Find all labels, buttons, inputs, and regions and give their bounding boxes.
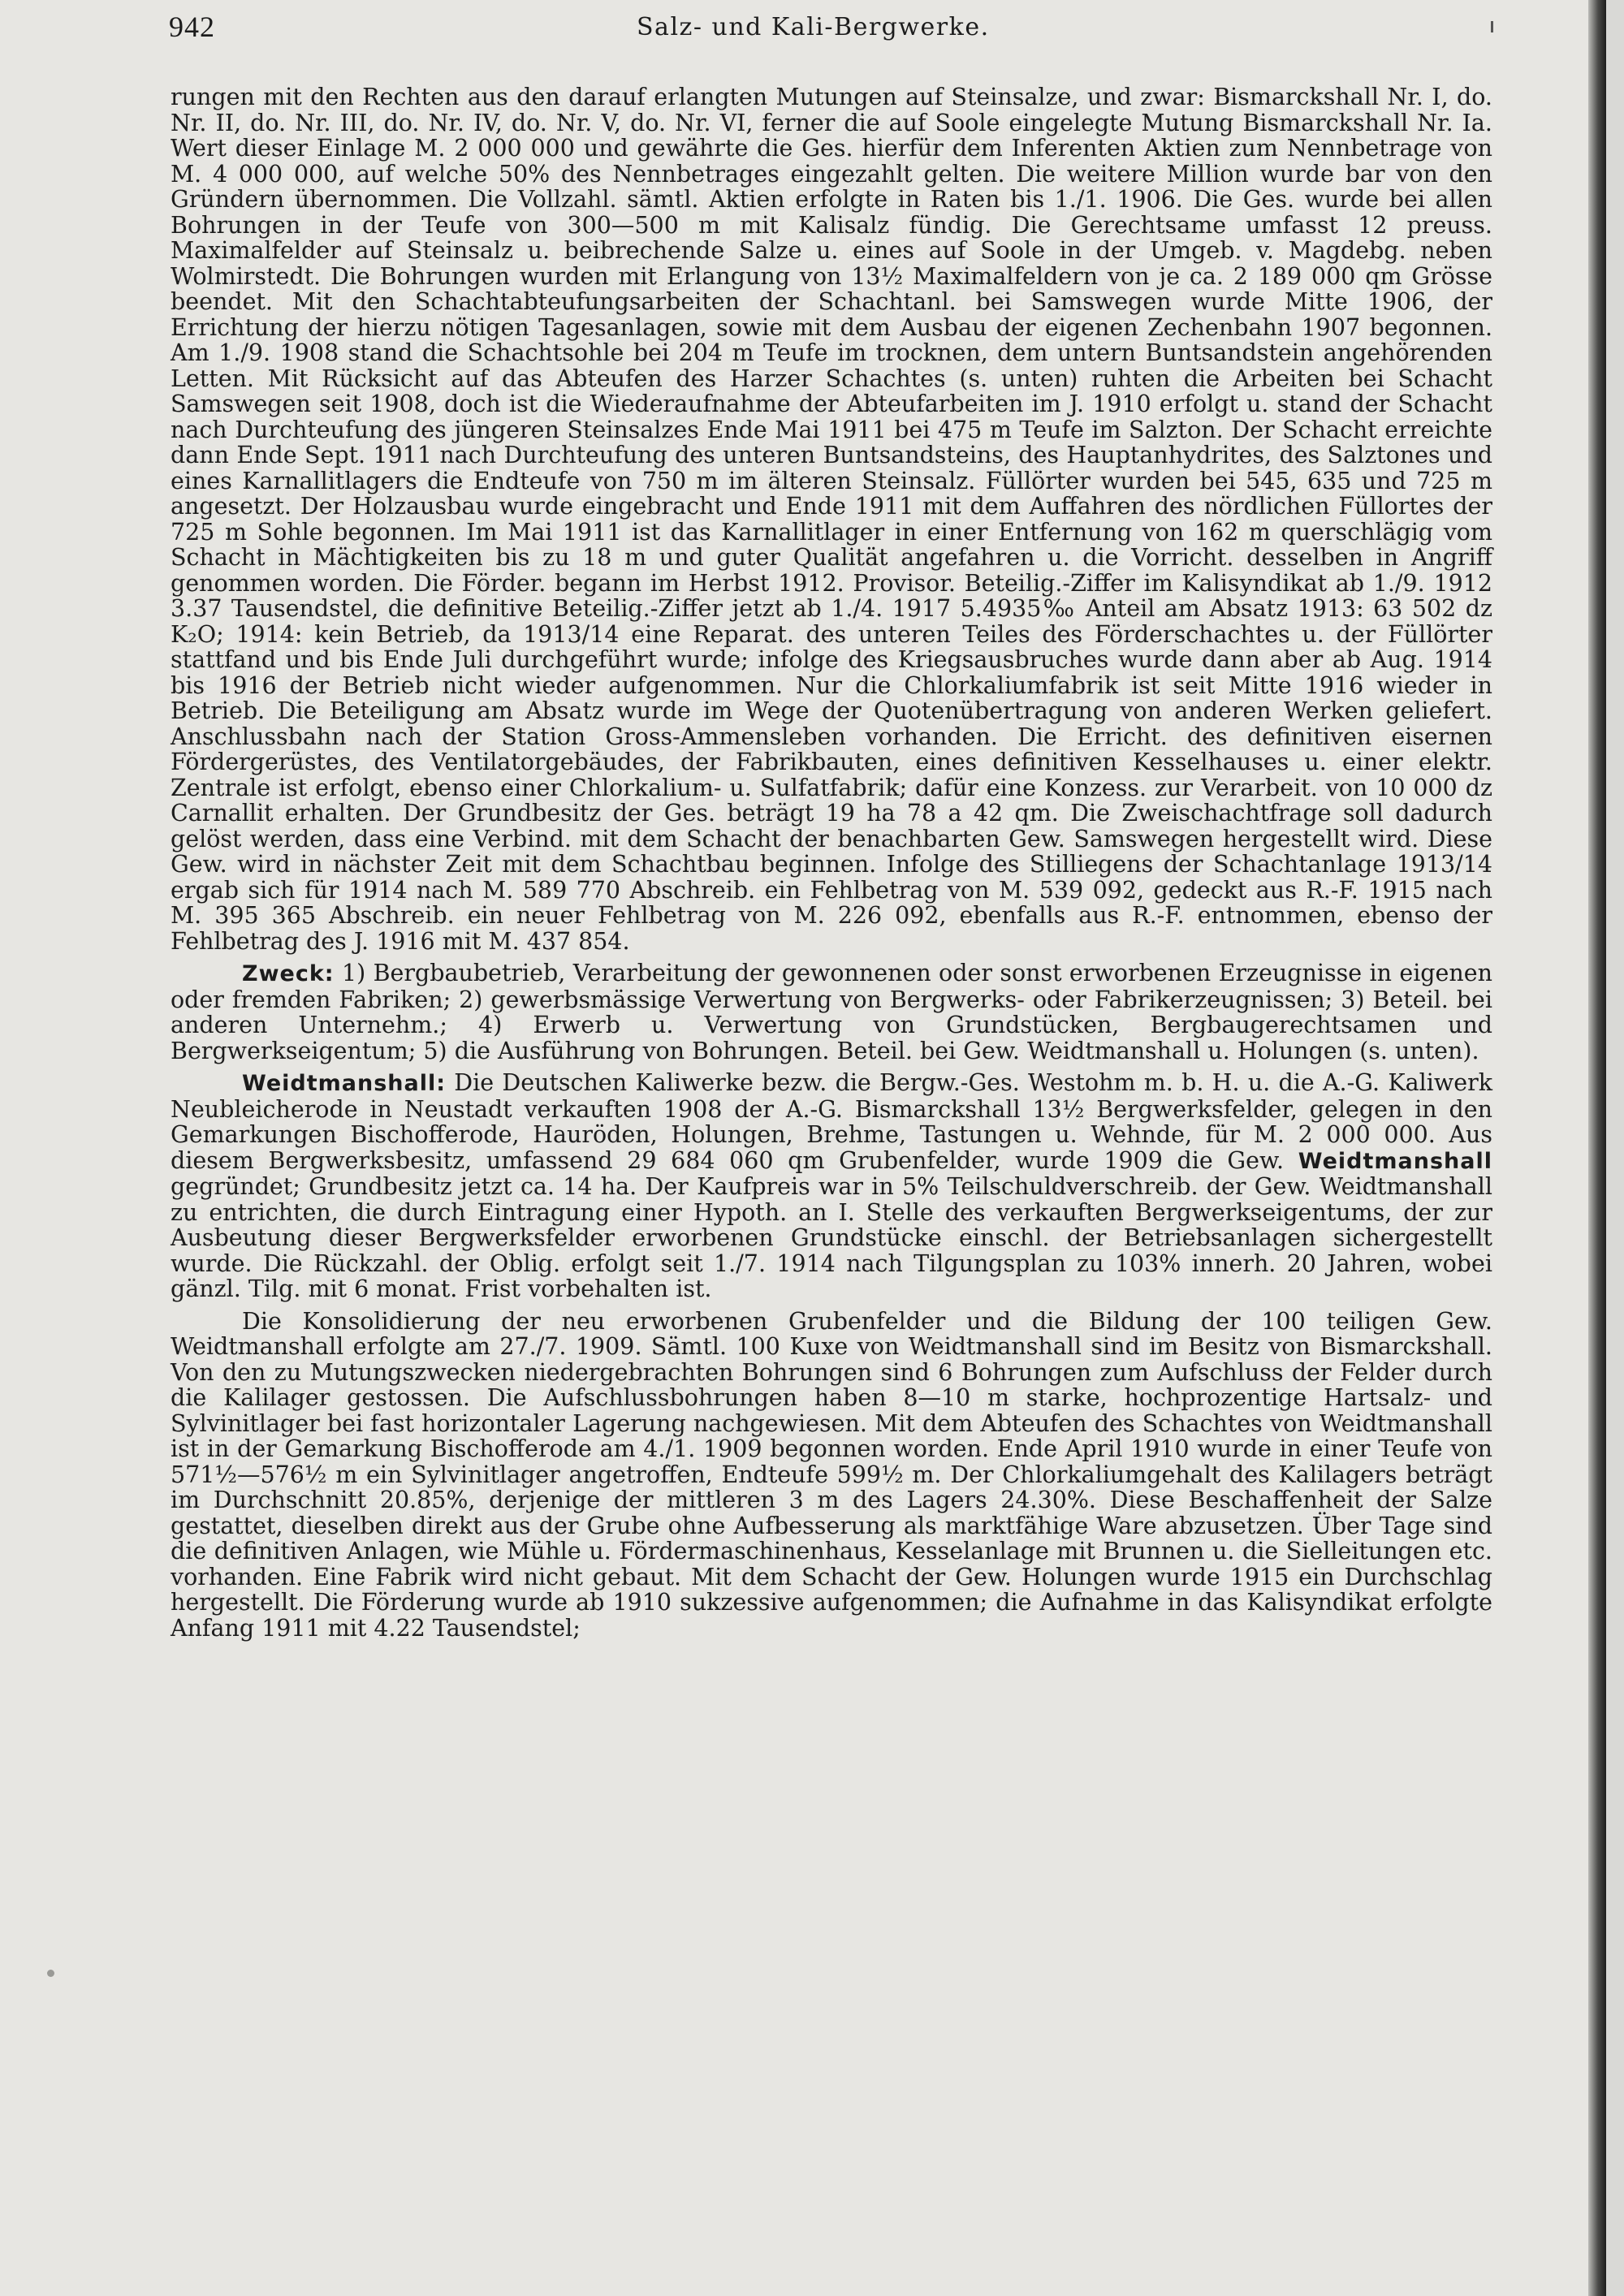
margin-speck bbox=[47, 1970, 54, 1977]
running-head: Salz- und Kali-Bergwerke. bbox=[637, 13, 990, 41]
page-number: 942 bbox=[169, 11, 215, 43]
weidtmanshall-heading: Weidtmanshall: bbox=[242, 1071, 447, 1096]
paragraph-weidtmanshall bbox=[171, 1070, 1492, 1302]
paragraph-konsolidierung: Die Konsolidierung der neu erworbenen Grubenfelder und die Bildung der 100 teiligen Gew. Weidtmanshall erfolgte am 27./7. 1909. Sämtl. 100 Kuxe von Weidtmanshall sind im Besitz von Bismarckshall. Von den zu Mutungszwecken niedergebrachten Bohrungen sind 6 Bohrungen zum Aufschluss der Felder durch die Kalilager gestossen. Die Aufschlussbohrungen haben 8—10 m starke, hochprozentige Hartsalz- und Sylvinitlager bei fast horizontaler Lagerung nachgewiesen. Mit dem Abteufen des Schachtes von Weidtmanshall ist in der Gemarkung Bischofferode am 4./1. 1909 begonnen worden. Ende April 1910 wurde in einer Teufe von 571½—576½ m ein Sylvinitlager angetroffen, Endteufe 599½ m. Der Chlorkaliumgehalt des Kalilagers beträgt im Durchschnitt 20.85%, derjenige der mittleren 3 m des Lagers 24.30%. Diese Beschaffenheit der Salze gestattet, dieselben direkt aus der Grube ohne Aufbesserung als marktfähige Ware abzusetzen. Über Tage sind die definitiven Anlagen, wie Mühle u. Fördermaschinenhaus, Kesselanlage mit Brunnen u. die Sielleitungen etc. vorhanden. Eine Fabrik wird nicht gebaut. Mit dem Schacht der Gew. Holungen wurde 1915 ein Durchschlag hergestellt. Die Förderung wurde ab 1910 sukzessive aufgenommen; die Aufnahme in das Kalisyndikat erfolgte Anfang 1911 mit 4.22 Tausendstel; bbox=[171, 1307, 1492, 1642]
weidtmanshall-text-part2: gegründet; Grundbesitz jetzt ca. 14 ha. Der Kaufpreis war in 5% Teilschuldverschreib. der Gew. Weidtmanshall zu entrichten, die durch Eintragung einer Hypoth. an I. Stelle des verkauften Bergwerkseigentums, der zur Ausbeutung dieser Bergwerksfelder erworbenen Grundstücke einschl. der Betriebsanlagen sichergestellt wurde. Die Rückzahl. der Oblig. erfolgt seit 1./7. 1914 nach Tilgungsplan zu 103% innerh. 20 Jahren, wobei gänzl. Tilg. mit 6 monat. Frist vorbehalten ist. bbox=[171, 1173, 1492, 1302]
page-header bbox=[169, 10, 1468, 55]
paragraph-bismarckshall-history: rungen mit den Rechten aus den darauf erlangten Mutungen auf Steinsalze, und zwar: Bismarckshall Nr. I, do. Nr. II, do. Nr. III, do. Nr. IV, do. Nr. V, do. Nr. VI, ferner die auf Soole eingelegte Mutung Bismarckshall Nr. Ia. Wert dieser Einlage M. 2 000 000 und gewährte die Ges. hierfür dem Inferenten Aktien zum Nennbetrage von M. 4 000 000, auf welche 50% des Nennbetrages eingezahlt gelten. Die weitere Million wurde bar von den Gründern übernommen. Die Vollzahl. sämtl. Aktien erfolgte in Raten bis 1./1. 1906. Die Ges. wurde bei allen Bohrungen in der Teufe von 300—500 m mit Kalisalz fündig. Die Gerechtsame umfasst 12 preuss. Maximalfelder auf Steinsalz u. beibrechende Salze u. eines auf Soole in der Umgeb. v. Magdebg. neben Wolmirstedt. Die Bohrungen wurden mit Erlangung von 13½ Maximalfeldern von je ca. 2 189 000 qm Grösse beendet. Mit den Schachtabteufungsarbeiten der Schachtanl. bei Samswegen wurde Mitte 1906, der Errichtung der hierzu nötigen Tagesanlagen, sowie mit dem Ausbau der eigenen Zechenbahn 1907 begonnen. Am 1./9. 1908 stand die Schachtsohle bei 204 m Teufe im trocknen, dem untern Buntsandstein angehörenden Letten. Mit Rücksicht auf das Abteufen des Harzer Schachtes (s. unten) ruhten die Arbeiten bei Schacht Samswegen seit 1908, doch ist die Wiederaufnahme der Abteufarbeiten im J. 1910 erfolgt u. stand der Schacht nach Durchteufung des jüngeren Steinsalzes Ende Mai 1911 bei 475 m Teufe im Salzton. Der Schacht erreichte dann Ende Sept. 1911 nach Durchteufung des unteren Buntsandsteins, des Hauptanhydrites, des Salztones und eines Karnallitlagers die Endteufe von 750 m im älteren Steinsalz. Füllörter wurden bei 545, 635 und 725 m angesetzt. Der Holzausbau wurde eingebracht und Ende 1911 mit dem Auffahren des nördlichen Füllortes der 725 m Sohle begonnen. Im Mai 1911 ist das Karnallitlager in einer Entfernung von 162 m querschlägig vom Schacht in Mächtigkeiten bis zu 18 m und guter Qualität angefahren u. die Vorricht. desselben in Angriff genommen worden. Die Förder. begann im Herbst 1912. Provisor. Beteilig.-Ziffer im Kalisyndikat ab 1./9. 1912 3.37 Tausendstel, die definitive Beteilig.-Ziffer jetzt ab 1./4. 1917 5.4935‰ Anteil am Absatz 1913: 63 502 dz K₂O; 1914: kein Betrieb, da 1913/14 eine Reparat. des unteren Teiles des Förderschachtes u. der Füllörter stattfand und bis Ende Juli durchgeführt wurde; infolge des Kriegsausbruches wurde dann aber ab Aug. 1914 bis 1916 der Betrieb nicht wieder aufgenommen. Nur die Chlorkaliumfabrik ist seit Mitte 1916 wieder in Betrieb. Die Beteiligung am Absatz wurde im Wege der Quotenübertragung von anderen Werken geliefert. Anschlussbahn nach der Station Gross-Ammensleben vorhanden. Die Erricht. des definitiven eisernen Fördergerüstes, des Ventilatorgebäudes, der Fabrikbauten, eines definitiven Kesselhauses u. einer elektr. Zentrale ist erfolgt, ebenso einer Chlorkalium- u. Sulfatfabrik; dafür eine Konzess. zur Verarbeit. von 10 000 dz Carnallit erhalten. Der Grundbesitz der Ges. beträgt 19 ha 78 a 42 qm. Die Zweischachtfrage soll dadurch gelöst werden, dass eine Verbind. mit dem Schacht der benachbarten Gew. Samswegen hergestellt wird. Diese Gew. wird in nächster Zeit mit dem Schachtbau beginnen. Infolge des Stilliegens der Schachtanlage 1913/14 ergab sich für 1914 nach M. 589 770 Abschreib. ein Fehlbetrag von M. 539 092, gedeckt aus R.-F. 1915 nach M. 395 365 Abschreib. ein neuer Fehlbetrag von M. 226 092, ebenfalls aus R.-F. entnommen, ebenso der Fehlbetrag des J. 1916 mit M. 437 854. bbox=[171, 84, 1492, 955]
page-edge-shadow bbox=[1588, 0, 1606, 2296]
weidtmanshall-name-bold: Weidtmanshall bbox=[1298, 1148, 1492, 1174]
body-text bbox=[171, 84, 1492, 1641]
zweck-text: 1) Bergbaubetrieb, Verarbeitung der gewonnenen oder sonst erworbenen Erzeugnisse in eigenen oder fremden Fabriken; 2) gewerbsmässige Verwertung von Bergwerks- oder Fabrikerzeugnissen; 3) Beteil. bei anderen Unternehm.; 4) Erwerb u. Verwertung von Grundstücken, Bergbaugerechtsamen und Bergwerkseigentum; 5) die Ausführung von Bohrungen. Beteil. bei Gew. Weidtmanshall u. Holungen (s. unten). bbox=[171, 960, 1492, 1064]
zweck-heading: Zweck: bbox=[242, 961, 335, 986]
paragraph-zweck bbox=[171, 960, 1492, 1064]
print-mark bbox=[1491, 21, 1493, 32]
weidtmanshall-text-part1: Die Deutschen Kaliwerke bezw. die Bergw.-Ges. Westohm m. b. H. u. die A.-G. Kaliwerk Neubleicherode in Neustadt verkauften 1908 der A.-G. Bismarckshall 13½ Bergwerksfelder, gelegen in den Gemarkungen Bischofferode, Hauröden, Holungen, Brehme, Tastungen u. Wehnde, für M. 2 000 000. Aus diesem Bergwerksbesitz, umfassend 29 684 060 qm Grubenfelder, wurde 1909 die Gew. bbox=[171, 1069, 1492, 1174]
